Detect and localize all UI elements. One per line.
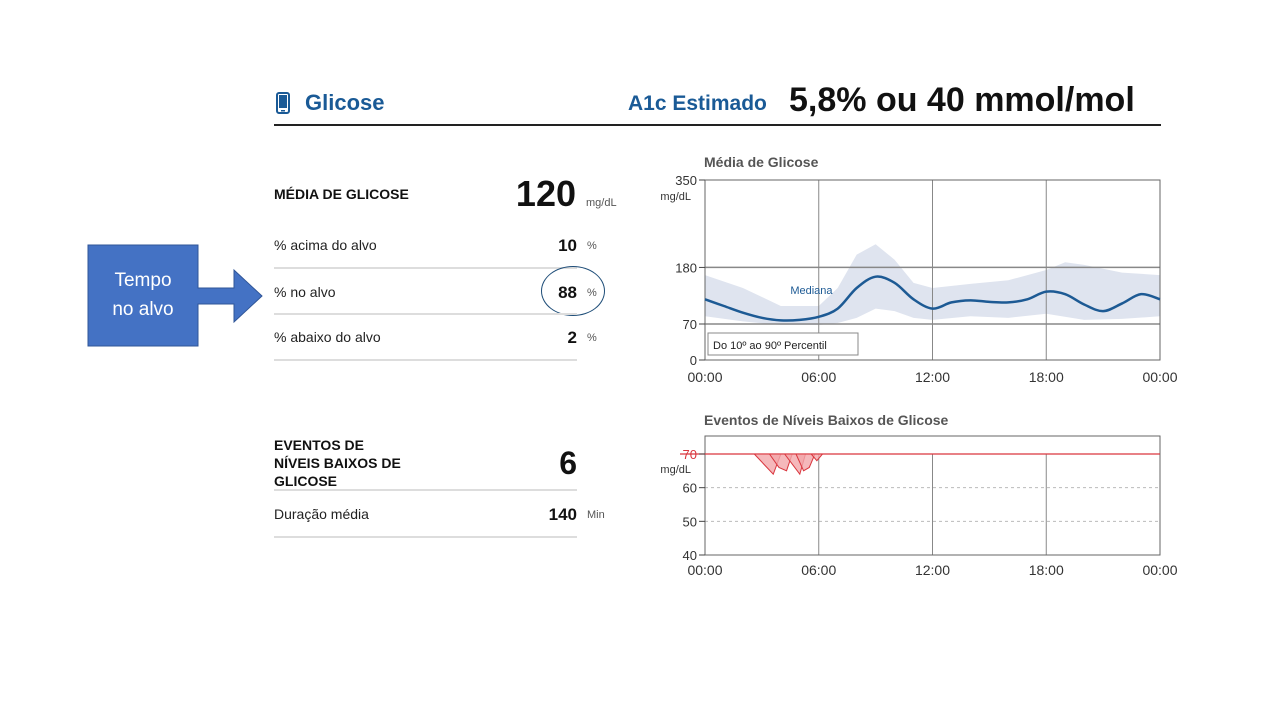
median-label: Mediana [790,285,833,298]
highlight-oval [541,266,605,316]
callout-line-1: Tempo [114,270,172,291]
glucose-average-unit: mg/dL [586,197,617,209]
low-events-title-line-2: NÍVEIS BAIXOS DE [274,455,401,471]
duration-value: 140 [548,505,577,524]
glucose-average-value: 120 [515,173,576,214]
duration-unit: Min [587,509,605,521]
x-tick-label: 00:00 [1142,562,1178,578]
glucose-average-chart [640,168,1180,390]
y-tick-label: 70 [682,447,697,462]
x-tick-label: 00:00 [1142,369,1178,385]
y-axis-unit: mg/dL [660,464,691,476]
y-tick-label: 60 [682,480,697,496]
y-tick-label: 0 [689,353,697,368]
x-tick-label: 18:00 [1028,369,1064,385]
callout-label [88,266,198,324]
above-target-value: 10 [558,236,577,255]
x-tick-label: 00:00 [687,369,723,385]
below-target-value: 2 [567,328,577,347]
x-tick-label: 18:00 [1028,562,1064,578]
y-tick-label: 50 [682,514,697,530]
x-tick-label: 06:00 [801,369,837,385]
low-events-chart [640,428,1180,584]
low-events-title [274,436,401,490]
x-tick-label: 12:00 [914,369,951,385]
section-title: Glicose [305,90,385,115]
y-axis-unit: mg/dL [660,191,691,203]
phone-icon [276,92,290,114]
in-target-value: 88 [558,283,577,302]
low-events-title-line-3: GLICOSE [274,473,338,489]
a1c-label: A1c Estimado [628,92,767,115]
y-tick-label: 70 [682,317,697,332]
x-tick-label: 00:00 [687,562,723,578]
row-divider [274,313,577,315]
row-divider [274,267,577,269]
x-tick-label: 12:00 [914,562,951,578]
in-target-label: % no alvo [274,284,336,300]
y-tick-label: 350 [675,173,697,188]
header-divider [274,124,1161,126]
a1c-value: 5,8% ou 40 mmol/mol [789,81,1135,119]
above-target-unit: % [587,240,597,252]
band-legend-label: Do 10º ao 90º Percentil [713,340,827,352]
below-target-unit: % [587,332,597,344]
above-target-label: % acima do alvo [274,237,377,253]
low-events-title-line-1: EVENTOS DE [274,437,364,453]
x-tick-label: 06:00 [801,562,837,578]
y-tick-label: 40 [682,548,697,563]
low-events-count: 6 [559,445,577,481]
row-divider [274,359,577,361]
row-divider [274,536,577,538]
duration-label: Duração média [274,506,369,522]
glucose-summary-title: MÉDIA DE GLICOSE [274,186,409,202]
glucose-chart-title: Média de Glicose [704,154,819,170]
callout-line-2: no alvo [112,299,174,320]
row-divider [274,489,577,491]
in-target-unit: % [587,287,597,299]
y-tick-label: 180 [675,260,697,276]
below-target-label: % abaixo do alvo [274,329,381,345]
low-events-chart-title: Eventos de Níveis Baixos de Glicose [704,412,949,428]
